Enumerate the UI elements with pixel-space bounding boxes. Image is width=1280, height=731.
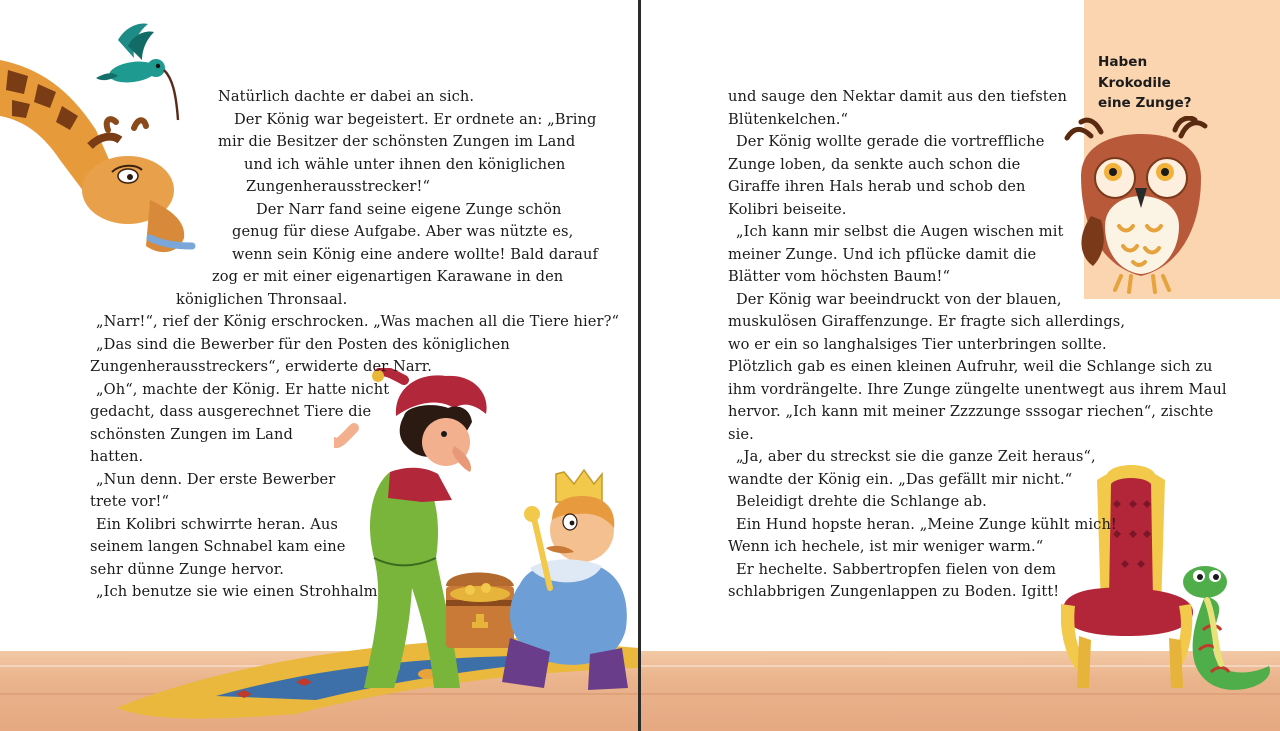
info-question-line-2: Krokodile — [1098, 74, 1171, 91]
right-line-23: schlabbrigen Zungenlappen zu Boden. Igitt! — [728, 583, 1060, 600]
info-question-line-1: Haben — [1098, 54, 1148, 70]
left-line-10: königlichen Thronsaal. — [176, 291, 348, 308]
right-line-7: „Ich kann mir selbst die Augen wischen mit — [736, 223, 1064, 240]
left-line-18: „Nun denn. Der erste Bewerber — [96, 471, 336, 488]
left-line-14: „Oh“, machte der König. Er hatte nicht — [96, 381, 390, 398]
left-line-5: Zungenherausstrecker!“ — [246, 178, 431, 195]
left-line-6: Der Narr fand seine eigene Zunge schön — [256, 201, 562, 218]
right-line-20: Ein Hund hopste heran. „Meine Zunge kühlt mich! — [736, 516, 1117, 533]
right-line-5: Giraffe ihren Hals herab und schob den — [728, 178, 1026, 195]
right-line-22: Er hechelte. Sabbertropfen fielen von dem — [736, 561, 1057, 578]
king-illustration — [490, 468, 639, 696]
left-line-23: „Ich benutze sie wie einen Strohhalm — [96, 583, 378, 600]
left-line-16: schönsten Zungen im Land — [90, 426, 293, 443]
right-line-8: meiner Zunge. Und ich pflücke damit die — [728, 246, 1037, 263]
right-line-14: ihm vordrängelte. Ihre Zunge züngelte unentwegt aus ihrem Maul — [728, 381, 1227, 398]
right-line-10: Der König war beeindruckt von der blauen, — [736, 291, 1062, 308]
right-line-3: Der König wollte gerade die vortreffliche — [736, 133, 1045, 150]
right-line-13: Plötzlich gab es einen kleinen Aufruhr, weil die Schlange sich zu — [728, 358, 1213, 375]
info-question-line-3: eine Zunge? — [1098, 95, 1192, 111]
left-line-3: mir die Besitzer der schönsten Zungen im Land — [218, 133, 576, 150]
left-line-1: Natürlich dachte er dabei an sich. — [218, 88, 475, 105]
left-line-7: genug für diese Aufgabe. Aber was nützte es, — [232, 223, 574, 240]
right-line-16: sie. — [728, 426, 754, 443]
left-line-8: wenn sein König eine andere wollte! Bald darauf — [232, 246, 598, 263]
left-line-17: hatten. — [90, 448, 144, 465]
right-page — [641, 0, 1280, 731]
right-line-1: und sauge den Nektar damit aus den tiefsten — [728, 88, 1067, 105]
snake-illustration — [1165, 560, 1280, 710]
left-line-22: sehr dünne Zunge hervor. — [90, 561, 284, 578]
right-line-15: hervor. „Ich kann mit meiner Zzzzunge sssogar riechen“, zischte — [728, 403, 1214, 420]
right-line-4: Zunge loben, da senkte auch schon die — [728, 156, 1021, 173]
right-line-9: Blätter vom höchsten Baum!“ — [728, 268, 951, 285]
left-line-11: „Narr!“, rief der König erschrocken. „Was machen all die Tiere hier?“ — [96, 313, 620, 330]
giraffe-illustration — [0, 60, 200, 280]
right-line-21: Wenn ich hechele, ist mir weniger warm.“ — [728, 538, 1044, 555]
right-line-2: Blütenkelchen.“ — [728, 111, 849, 128]
left-line-19: trete vor!“ — [90, 493, 170, 510]
owl-illustration — [1061, 116, 1221, 298]
right-line-12: wo er ein so langhalsiges Tier unterbringen sollte. — [728, 336, 1107, 353]
right-line-11: muskulösen Giraffenzunge. Er fragte sich allerdings, — [728, 313, 1126, 330]
info-question — [1098, 52, 1218, 114]
left-line-15: gedacht, dass ausgerechnet Tiere die — [90, 403, 372, 420]
left-line-13: Zungenherausstreckers“, erwiderte der Narr. — [90, 358, 432, 375]
right-line-18: wandte der König ein. „Das gefällt mir nicht.“ — [728, 471, 1073, 488]
right-line-6: Kolibri beiseite. — [728, 201, 847, 218]
right-line-19: Beleidigt drehte die Schlange ab. — [736, 493, 987, 510]
right-line-17: „Ja, aber du streckst sie die ganze Zeit heraus“, — [736, 448, 1096, 465]
left-line-2: Der König war begeistert. Er ordnete an: „Bring — [234, 111, 597, 128]
left-line-4: und ich wähle unter ihnen den königlichen — [244, 156, 566, 173]
left-page — [0, 0, 639, 731]
left-line-20: Ein Kolibri schwirrte heran. Aus — [96, 516, 338, 533]
left-line-21: seinem langen Schnabel kam eine — [90, 538, 346, 555]
left-line-12: „Das sind die Bewerber für den Posten des königlichen — [96, 336, 510, 353]
left-line-9: zog er mit einer eigenartigen Karawane in den — [212, 268, 564, 285]
